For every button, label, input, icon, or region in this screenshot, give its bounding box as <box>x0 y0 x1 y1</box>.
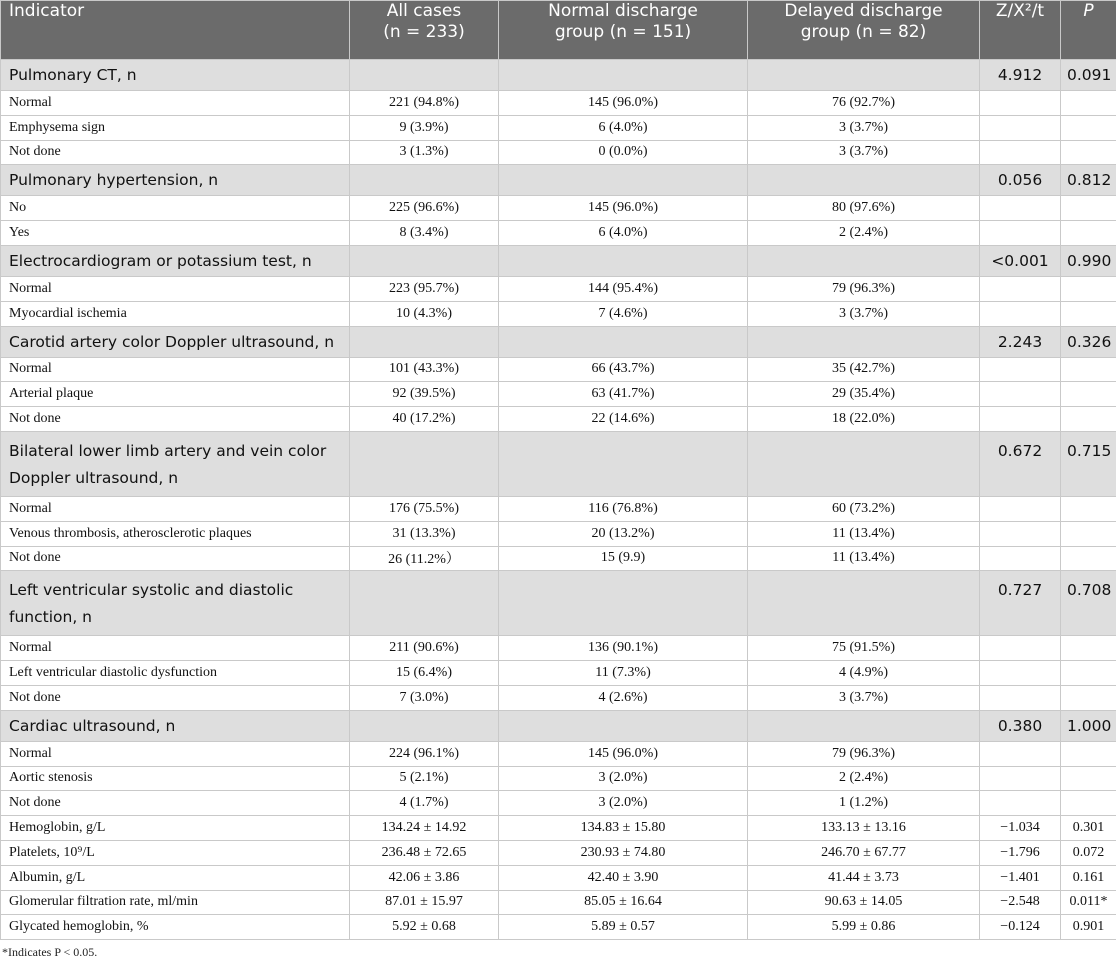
table-row <box>1 890 1116 915</box>
cell-all-cases: 42.06 ± 3.86 <box>350 865 499 890</box>
row-label: Aortic stenosis <box>1 766 350 791</box>
row-label: Not done <box>1 791 350 816</box>
footnote: *Indicates P < 0.05. <box>2 945 98 959</box>
cell-statistic: −1.401 <box>980 865 1061 890</box>
cell-all-cases: 225 (96.6%) <box>350 196 499 221</box>
row-label: Emphysema sign <box>1 115 350 140</box>
section-row <box>1 431 1116 496</box>
cell-delayed-discharge: 29 (35.4%) <box>748 382 980 407</box>
cell-normal-discharge: 15 (9.9) <box>499 546 748 571</box>
cell-normal-discharge: 136 (90.1%) <box>499 636 748 661</box>
cell-delayed-discharge: 3 (3.7%) <box>748 685 980 710</box>
cell-p-value <box>1061 521 1116 546</box>
cell-statistic: −1.796 <box>980 840 1061 865</box>
section-statistic: 0.672 <box>980 431 1061 496</box>
cell-all-cases: 101 (43.3%) <box>350 357 499 382</box>
cell-all-cases: 40 (17.2%) <box>350 407 499 432</box>
section-empty-cell <box>350 60 499 91</box>
cell-all-cases: 221 (94.8%) <box>350 91 499 116</box>
section-empty-cell <box>499 326 748 357</box>
cell-p-value <box>1061 636 1116 661</box>
table-row <box>1 357 1116 382</box>
section-statistic: 0.380 <box>980 710 1061 741</box>
cell-normal-discharge: 5.89 ± 0.57 <box>499 915 748 940</box>
cell-all-cases: 9 (3.9%) <box>350 115 499 140</box>
cell-statistic <box>980 546 1061 571</box>
cell-statistic: −1.034 <box>980 816 1061 841</box>
cell-p-value <box>1061 196 1116 221</box>
cell-all-cases: 176 (75.5%) <box>350 496 499 521</box>
header-indicator: Indicator <box>1 1 350 60</box>
cell-statistic <box>980 407 1061 432</box>
cell-p-value: 0.072 <box>1061 840 1116 865</box>
section-row <box>1 245 1116 276</box>
row-label: No <box>1 196 350 221</box>
cell-p-value <box>1061 741 1116 766</box>
cell-delayed-discharge: 4 (4.9%) <box>748 661 980 686</box>
cell-p-value <box>1061 115 1116 140</box>
section-empty-cell <box>350 245 499 276</box>
cell-normal-discharge: 20 (13.2%) <box>499 521 748 546</box>
section-empty-cell <box>748 326 980 357</box>
cell-delayed-discharge: 79 (96.3%) <box>748 741 980 766</box>
cell-delayed-discharge: 246.70 ± 67.77 <box>748 840 980 865</box>
section-statistic: 0.727 <box>980 571 1061 636</box>
table-row <box>1 221 1116 246</box>
cell-delayed-discharge: 18 (22.0%) <box>748 407 980 432</box>
header-normal-discharge: Normal discharge group (n = 151) <box>499 1 748 60</box>
section-empty-cell <box>748 571 980 636</box>
header-delayed-discharge: Delayed discharge group (n = 82) <box>748 1 980 60</box>
table-row <box>1 382 1116 407</box>
cell-p-value <box>1061 661 1116 686</box>
header-statistic: Z/X²/t <box>980 1 1061 60</box>
table-row <box>1 521 1116 546</box>
cell-p-value <box>1061 221 1116 246</box>
cell-normal-discharge: 144 (95.4%) <box>499 276 748 301</box>
cell-all-cases: 92 (39.5%) <box>350 382 499 407</box>
cell-delayed-discharge: 11 (13.4%) <box>748 546 980 571</box>
section-statistic: 4.912 <box>980 60 1061 91</box>
cell-statistic: −0.124 <box>980 915 1061 940</box>
cell-delayed-discharge: 133.13 ± 13.16 <box>748 816 980 841</box>
table-row <box>1 741 1116 766</box>
section-empty-cell <box>748 165 980 196</box>
cell-delayed-discharge: 80 (97.6%) <box>748 196 980 221</box>
cell-all-cases: 87.01 ± 15.97 <box>350 890 499 915</box>
section-empty-cell <box>499 710 748 741</box>
cell-p-value: 0.161 <box>1061 865 1116 890</box>
cell-statistic <box>980 221 1061 246</box>
cell-statistic <box>980 741 1061 766</box>
table-row <box>1 496 1116 521</box>
cell-delayed-discharge: 79 (96.3%) <box>748 276 980 301</box>
table-row <box>1 840 1116 865</box>
cell-all-cases: 236.48 ± 72.65 <box>350 840 499 865</box>
cell-delayed-discharge: 3 (3.7%) <box>748 140 980 165</box>
section-statistic: 0.056 <box>980 165 1061 196</box>
section-p-value: 0.990 <box>1061 245 1116 276</box>
cell-normal-discharge: 145 (96.0%) <box>499 741 748 766</box>
row-label: Normal <box>1 496 350 521</box>
table-row <box>1 140 1116 165</box>
section-row <box>1 326 1116 357</box>
cell-delayed-discharge: 90.63 ± 14.05 <box>748 890 980 915</box>
section-row <box>1 165 1116 196</box>
cell-p-value <box>1061 546 1116 571</box>
section-empty-cell <box>499 431 748 496</box>
row-label: Venous thrombosis, atherosclerotic plaques <box>1 521 350 546</box>
cell-p-value <box>1061 276 1116 301</box>
cell-statistic <box>980 661 1061 686</box>
cell-delayed-discharge: 11 (13.4%) <box>748 521 980 546</box>
cell-normal-discharge: 7 (4.6%) <box>499 301 748 326</box>
cell-statistic <box>980 196 1061 221</box>
cell-normal-discharge: 145 (96.0%) <box>499 91 748 116</box>
row-label: Not done <box>1 546 350 571</box>
section-label: Cardiac ultrasound, n <box>1 710 350 741</box>
section-empty-cell <box>350 165 499 196</box>
section-row <box>1 60 1116 91</box>
cell-all-cases: 5.92 ± 0.68 <box>350 915 499 940</box>
section-empty-cell <box>350 571 499 636</box>
section-empty-cell <box>499 571 748 636</box>
table-row <box>1 865 1116 890</box>
row-label: Not done <box>1 140 350 165</box>
cell-delayed-discharge: 41.44 ± 3.73 <box>748 865 980 890</box>
row-label: Hemoglobin, g/L <box>1 816 350 841</box>
cell-normal-discharge: 85.05 ± 16.64 <box>499 890 748 915</box>
cell-all-cases: 7 (3.0%) <box>350 685 499 710</box>
cell-p-value <box>1061 382 1116 407</box>
cell-normal-discharge: 42.40 ± 3.90 <box>499 865 748 890</box>
section-empty-cell <box>748 431 980 496</box>
row-label: Left ventricular diastolic dysfunction <box>1 661 350 686</box>
cell-normal-discharge: 6 (4.0%) <box>499 115 748 140</box>
row-label: Normal <box>1 276 350 301</box>
cell-statistic <box>980 140 1061 165</box>
table-row <box>1 661 1116 686</box>
cell-statistic <box>980 685 1061 710</box>
cell-p-value <box>1061 407 1116 432</box>
table-row <box>1 196 1116 221</box>
row-label: Arterial plaque <box>1 382 350 407</box>
cell-normal-discharge: 66 (43.7%) <box>499 357 748 382</box>
cell-all-cases: 26 (11.2%） <box>350 546 499 571</box>
cell-delayed-discharge: 2 (2.4%) <box>748 766 980 791</box>
cell-p-value: 0.011* <box>1061 890 1116 915</box>
table-row <box>1 115 1116 140</box>
cell-delayed-discharge: 35 (42.7%) <box>748 357 980 382</box>
cell-normal-discharge: 22 (14.6%) <box>499 407 748 432</box>
cell-statistic <box>980 91 1061 116</box>
row-label: Glycated hemoglobin, % <box>1 915 350 940</box>
header-row <box>1 1 1116 60</box>
cell-p-value <box>1061 301 1116 326</box>
cell-delayed-discharge: 75 (91.5%) <box>748 636 980 661</box>
cell-all-cases: 3 (1.3%) <box>350 140 499 165</box>
section-p-value: 0.708 <box>1061 571 1116 636</box>
section-empty-cell <box>748 245 980 276</box>
section-empty-cell <box>499 165 748 196</box>
cell-all-cases: 15 (6.4%) <box>350 661 499 686</box>
cell-statistic <box>980 766 1061 791</box>
header-all-cases: All cases (n = 233) <box>350 1 499 60</box>
cell-normal-discharge: 11 (7.3%) <box>499 661 748 686</box>
cell-delayed-discharge: 2 (2.4%) <box>748 221 980 246</box>
table-row <box>1 301 1116 326</box>
row-label: Myocardial ischemia <box>1 301 350 326</box>
section-empty-cell <box>350 431 499 496</box>
cell-statistic <box>980 521 1061 546</box>
cell-statistic: −2.548 <box>980 890 1061 915</box>
cell-all-cases: 134.24 ± 14.92 <box>350 816 499 841</box>
section-empty-cell <box>350 710 499 741</box>
section-empty-cell <box>499 60 748 91</box>
cell-p-value <box>1061 91 1116 116</box>
cell-delayed-discharge: 1 (1.2%) <box>748 791 980 816</box>
section-label: Pulmonary CT, n <box>1 60 350 91</box>
cell-normal-discharge: 134.83 ± 15.80 <box>499 816 748 841</box>
table-row <box>1 276 1116 301</box>
row-label: Not done <box>1 407 350 432</box>
section-empty-cell <box>748 60 980 91</box>
cell-p-value <box>1061 685 1116 710</box>
section-empty-cell <box>499 245 748 276</box>
cell-normal-discharge: 0 (0.0%) <box>499 140 748 165</box>
cell-delayed-discharge: 3 (3.7%) <box>748 115 980 140</box>
cell-statistic <box>980 636 1061 661</box>
section-p-value: 0.812 <box>1061 165 1116 196</box>
table-row <box>1 636 1116 661</box>
cell-all-cases: 224 (96.1%) <box>350 741 499 766</box>
cell-delayed-discharge: 5.99 ± 0.86 <box>748 915 980 940</box>
table-body <box>1 60 1116 940</box>
cell-all-cases: 10 (4.3%) <box>350 301 499 326</box>
section-empty-cell <box>748 710 980 741</box>
cell-all-cases: 8 (3.4%) <box>350 221 499 246</box>
cell-normal-discharge: 3 (2.0%) <box>499 791 748 816</box>
row-label: Normal <box>1 357 350 382</box>
cell-normal-discharge: 145 (96.0%) <box>499 196 748 221</box>
cell-p-value <box>1061 791 1116 816</box>
row-label: Not done <box>1 685 350 710</box>
section-p-value: 1.000 <box>1061 710 1116 741</box>
cell-p-value: 0.901 <box>1061 915 1116 940</box>
cell-all-cases: 31 (13.3%) <box>350 521 499 546</box>
section-label: Left ventricular systolic and diastolic function, n <box>1 571 350 636</box>
section-p-value: 0.091 <box>1061 60 1116 91</box>
table-row <box>1 816 1116 841</box>
row-label: Normal <box>1 741 350 766</box>
section-label: Pulmonary hypertension, n <box>1 165 350 196</box>
cell-normal-discharge: 63 (41.7%) <box>499 382 748 407</box>
section-p-value: 0.715 <box>1061 431 1116 496</box>
cell-p-value <box>1061 357 1116 382</box>
section-row <box>1 571 1116 636</box>
cell-delayed-discharge: 60 (73.2%) <box>748 496 980 521</box>
table-row <box>1 407 1116 432</box>
row-label: Platelets, 10⁹/L <box>1 840 350 865</box>
cell-statistic <box>980 382 1061 407</box>
section-p-value: 0.326 <box>1061 326 1116 357</box>
cell-all-cases: 211 (90.6%) <box>350 636 499 661</box>
cell-all-cases: 5 (2.1%) <box>350 766 499 791</box>
cell-normal-discharge: 230.93 ± 74.80 <box>499 840 748 865</box>
section-statistic: <0.001 <box>980 245 1061 276</box>
table-row <box>1 915 1116 940</box>
table-row <box>1 791 1116 816</box>
header-p-value: P <box>1061 1 1116 60</box>
section-statistic: 2.243 <box>980 326 1061 357</box>
cell-normal-discharge: 6 (4.0%) <box>499 221 748 246</box>
cell-p-value: 0.301 <box>1061 816 1116 841</box>
cell-statistic <box>980 791 1061 816</box>
cell-normal-discharge: 3 (2.0%) <box>499 766 748 791</box>
cell-all-cases: 223 (95.7%) <box>350 276 499 301</box>
section-empty-cell <box>350 326 499 357</box>
cell-delayed-discharge: 3 (3.7%) <box>748 301 980 326</box>
cell-all-cases: 4 (1.7%) <box>350 791 499 816</box>
row-label: Normal <box>1 636 350 661</box>
cell-normal-discharge: 4 (2.6%) <box>499 685 748 710</box>
section-label: Carotid artery color Doppler ultrasound, n <box>1 326 350 357</box>
row-label: Yes <box>1 221 350 246</box>
cell-p-value <box>1061 496 1116 521</box>
cell-p-value <box>1061 766 1116 791</box>
table-row <box>1 91 1116 116</box>
cell-statistic <box>980 115 1061 140</box>
row-label: Albumin, g/L <box>1 865 350 890</box>
table-row <box>1 766 1116 791</box>
cell-statistic <box>980 301 1061 326</box>
cell-p-value <box>1061 140 1116 165</box>
cell-statistic <box>980 276 1061 301</box>
section-label: Electrocardiogram or potassium test, n <box>1 245 350 276</box>
row-label: Normal <box>1 91 350 116</box>
table-row <box>1 685 1116 710</box>
section-label: Bilateral lower limb artery and vein color Doppler ultrasound, n <box>1 431 350 496</box>
cell-normal-discharge: 116 (76.8%) <box>499 496 748 521</box>
table-row <box>1 546 1116 571</box>
cell-statistic <box>980 357 1061 382</box>
section-row <box>1 710 1116 741</box>
cell-delayed-discharge: 76 (92.7%) <box>748 91 980 116</box>
row-label: Glomerular filtration rate, ml/min <box>1 890 350 915</box>
cell-statistic <box>980 496 1061 521</box>
